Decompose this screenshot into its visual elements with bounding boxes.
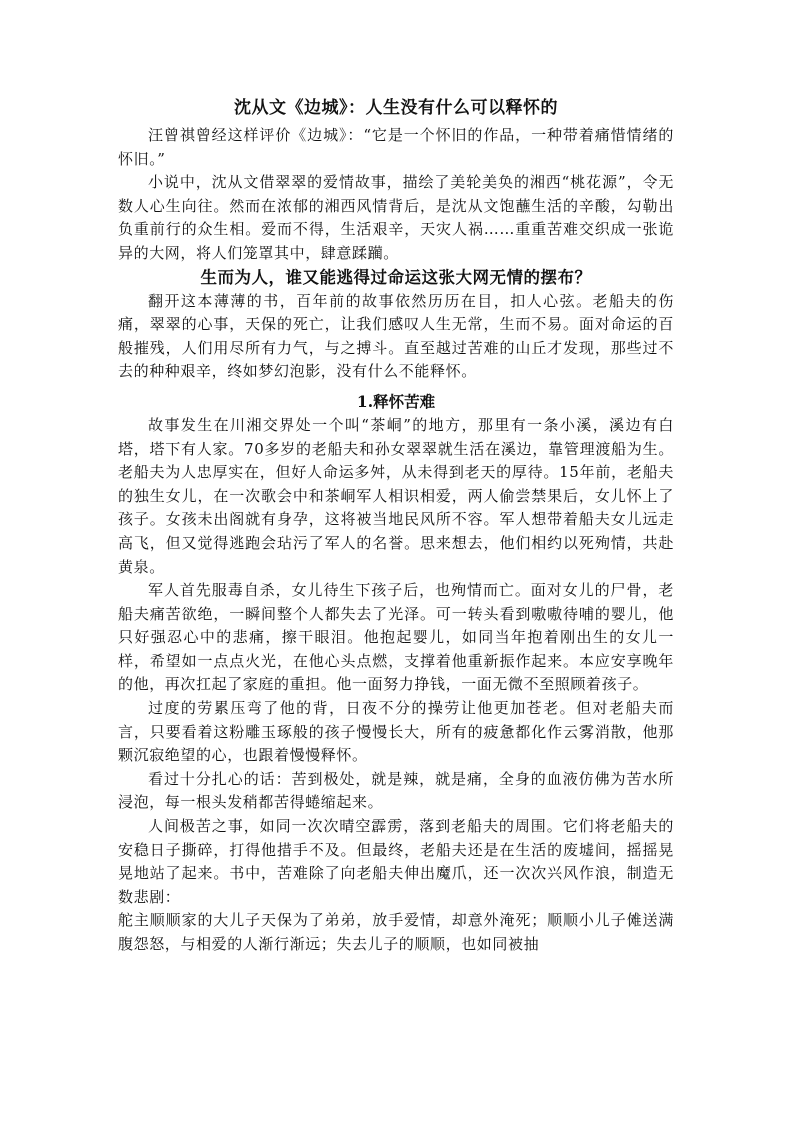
subheading: 生而为人，谁又能逃得过命运这张大网无情的摆布？ [200, 267, 592, 287]
document-title: 沈从文《边城》：人生没有什么可以释怀的 [234, 98, 558, 118]
section-paragraph-5: 人间极苦之事，如同一次次晴空霹雳，落到老船夫的周围。它们将老船夫的安稳日子撕碎，打得他措手不及。但最终，老船夫还是在生活的废墟间，摇摇晃晃地站了起来。书中，苦难除了向老船夫伸出魔爪，还一次次兴风作浪，制造无数悲剧： [118, 817, 674, 906]
section-paragraph-2: 军人首先服毒自杀，女儿待生下孩子后，也殉情而亡。面对女儿的尸骨，老船夫痛苦欲绝，一瞬间整个人都失去了光泽。可一转头看到嗷嗷待哺的婴儿，他只好强忍心中的悲痛，擦干眼泪。他抱起婴儿，如同当年抱着刚出生的女儿一样，希望如一点点火光，在他心头点燃，支撑着他重新振作起来。本应安享晚年的他，再次扛起了家庭的重担。他一面努力挣钱，一面无微不至照顾着孩子。 [118, 581, 674, 694]
intro-paragraph-2: 小说中，沈从文借翠翠的爱情故事，描绘了美轮美奂的湘西“桃花源”，令无数人心生向往。然而在浓郁的湘西风情背后，是沈从文饱蘸生活的辛酸，勾勒出负重前行的众生相。爱而不得，生活艰辛，天灾人祸……重重苦难交织成一张诡异的大网，将人们笼罩其中，肆意蹂躏。 [118, 173, 674, 262]
section-paragraph-1: 故事发生在川湘交界处一个叫“茶峒”的地方，那里有一条小溪，溪边有白塔，塔下有人家。70多岁的老船夫和孙女翠翠就生活在溪边，靠管理渡船为生。老船夫为人忠厚实在，但好人命运多舛，从未得到老天的厚待。15年前，老船夫的独生女儿，在一次歌会中和茶峒军人相识相爱，两人偷尝禁果后，女儿怀上了孩子。女孩未出阁就有身孕，这将被当地民风所不容。军人想带着船夫女儿远走高飞，但又觉得逃跑会玷污了军人的名誉。思来想去，他们相约以死殉情，共赴黄泉。 [118, 415, 674, 576]
section-title: 1.释怀苦难 [356, 391, 436, 411]
intro-paragraph-1: 汪曾祺曾经这样评价《边城》：“它是一个怀旧的作品，一种带着痛惜情绪的怀旧。” [118, 126, 674, 168]
final-paragraph: 舵主顺顺家的大儿子天保为了弟弟，放手爱情，却意外淹死；顺顺小儿子傩送满腹怨怒，与相爱的人渐行渐远；失去儿子的顺顺，也如同被抽 [118, 911, 674, 953]
section-paragraph-3: 过度的劳累压弯了他的背，日夜不分的操劳让他更加苍老。但对老船夫而言，只要看着这粉雕玉琢般的孩子慢慢长大，所有的疲惫都化作云雾消散，他那颗沉寂绝望的心，也跟着慢慢释怀。 [118, 699, 674, 765]
section-paragraph-4: 看过十分扎心的话：苦到极处，就是辣，就是痛，全身的血液仿佛为苦水所浸泡，每一根头发稍都苦得蜷缩起来。 [118, 769, 674, 812]
document-page [118, 96, 674, 957]
paragraph-after-subheading: 翻开这本薄薄的书，百年前的故事依然历历在目，扣人心弦。老船夫的伤痛，翠翠的心事，天保的死亡，让我们感叹人生无常，生而不易。面对命运的百般摧残，人们用尽所有力气，与之搏斗。直至越过苦难的山丘才发现，那些过不去的种种艰辛，终如梦幻泡影，没有什么不能释怀。 [118, 291, 674, 381]
